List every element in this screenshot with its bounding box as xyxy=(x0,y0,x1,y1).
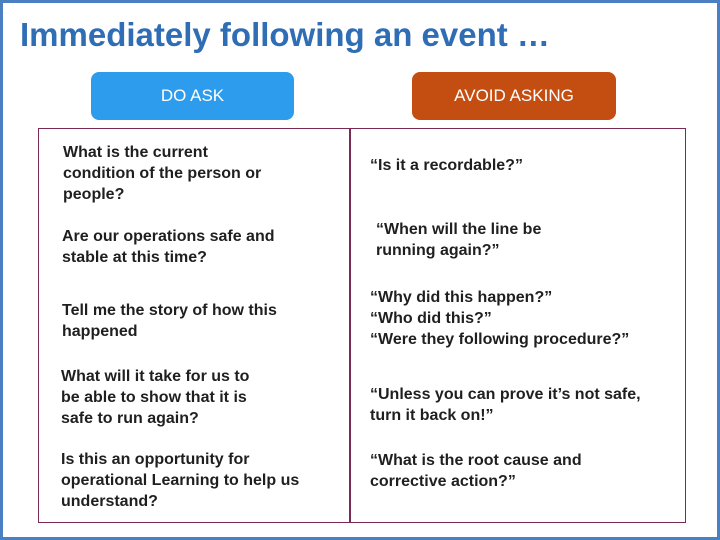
do-ask-item-story: Tell me the story of how this happened xyxy=(62,302,277,340)
slide-title: Immediately following an event … xyxy=(20,16,550,53)
avoid-item-recordable: “Is it a recordable?” xyxy=(370,157,523,174)
do-ask-item-run-again: What will it take for us to be able to show that it is safe to run again? xyxy=(61,368,250,427)
do-ask-item-condition: What is the current condition of the person or people? xyxy=(63,144,262,203)
avoid-item-why-who: “Why did this happen?” “Who did this?” “Were they following procedure?” xyxy=(370,289,630,348)
do-ask-item-safe-stable: Are our operations safe and stable at this time? xyxy=(62,228,275,266)
avoid-item-root-cause: “What is the root cause and corrective action?” xyxy=(370,452,582,490)
avoid-item-prove-safe: “Unless you can prove it’s not safe, turn it back on!” xyxy=(370,386,641,424)
avoid-item-line-running: “When will the line be running again?” xyxy=(376,221,542,259)
do-ask-item-learning: Is this an opportunity for operational Learning to help us understand? xyxy=(61,451,300,510)
avoid-asking-header: AVOID ASKING xyxy=(412,72,616,120)
do-ask-header: DO ASK xyxy=(91,72,294,120)
